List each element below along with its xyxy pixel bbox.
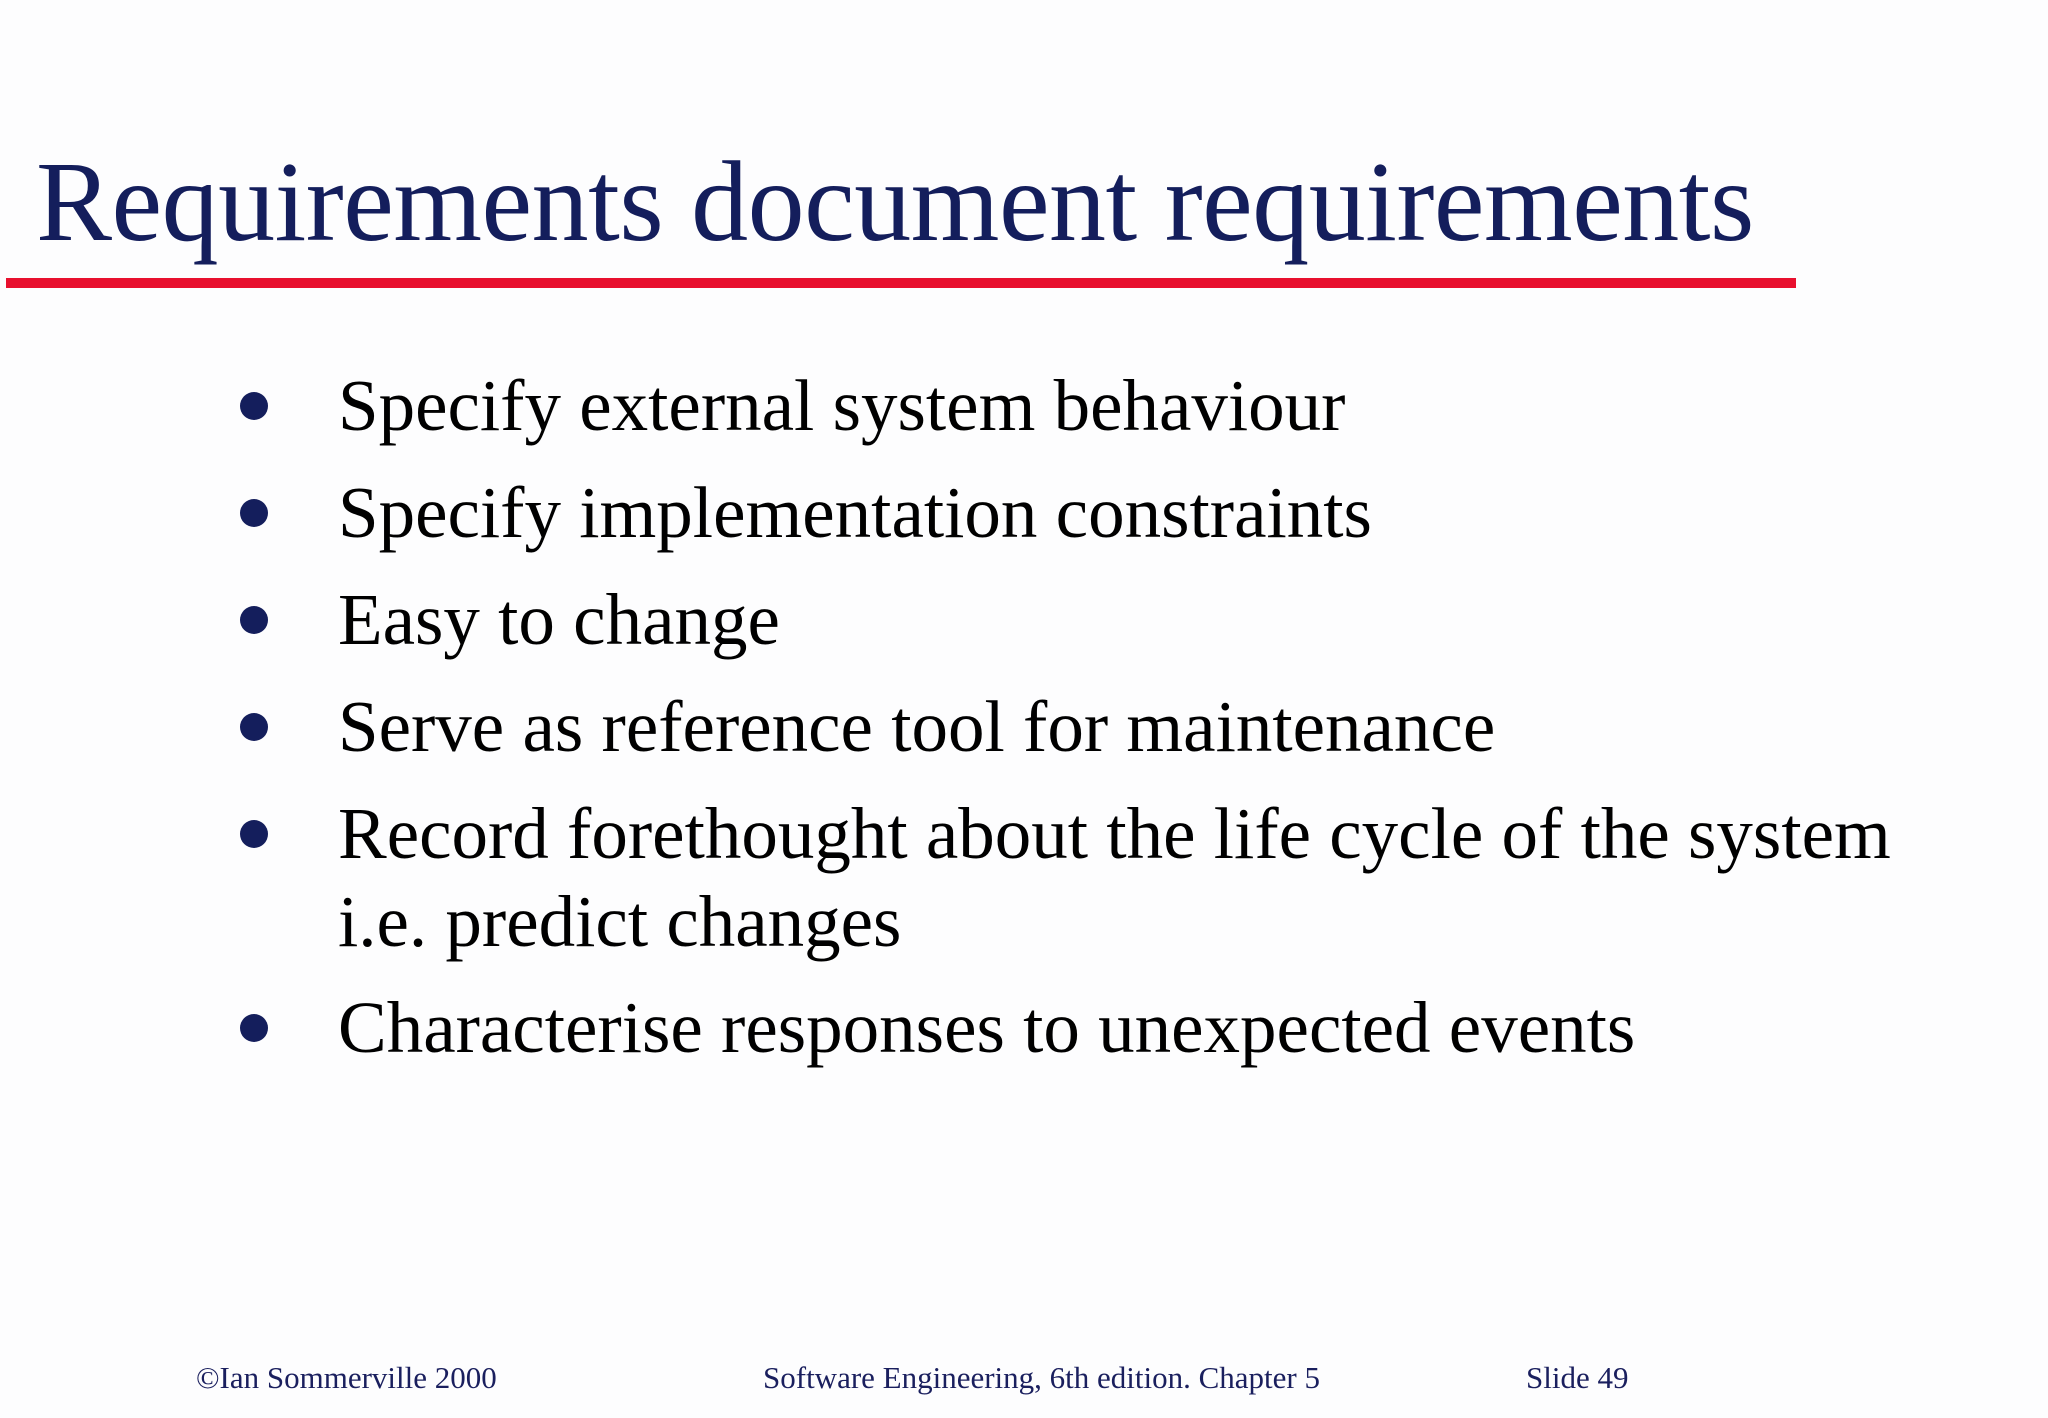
bullet-text-continuation: i.e. predict changes [338, 881, 902, 962]
footer-book-title: Software Engineering, 6th edition. Chapter 5 [763, 1360, 1321, 1395]
slide-title: Requirements document requirements [36, 138, 1754, 265]
footer-copyright: ©Ian Sommerville 2000 [196, 1360, 497, 1395]
bullet-dot-icon [240, 606, 268, 634]
bullet-text: Serve as reference tool for maintenance [338, 686, 1496, 767]
bullet-dot-icon [240, 820, 268, 848]
bullet-dot-icon [240, 392, 268, 420]
bullet-dot-icon [240, 1014, 268, 1042]
bullet-text: Characterise responses to unexpected events [338, 987, 1636, 1068]
bullet-dot-icon [240, 713, 268, 741]
bullet-dot-icon [240, 499, 268, 527]
bullet-text: Record forethought about the life cycle of the system [338, 793, 1891, 874]
bullet-text: Easy to change [338, 579, 780, 660]
footer-slide-number: Slide 49 [1526, 1360, 1629, 1395]
bullet-text: Specify external system behaviour [338, 365, 1346, 446]
bullet-text: Specify implementation constraints [338, 472, 1372, 553]
